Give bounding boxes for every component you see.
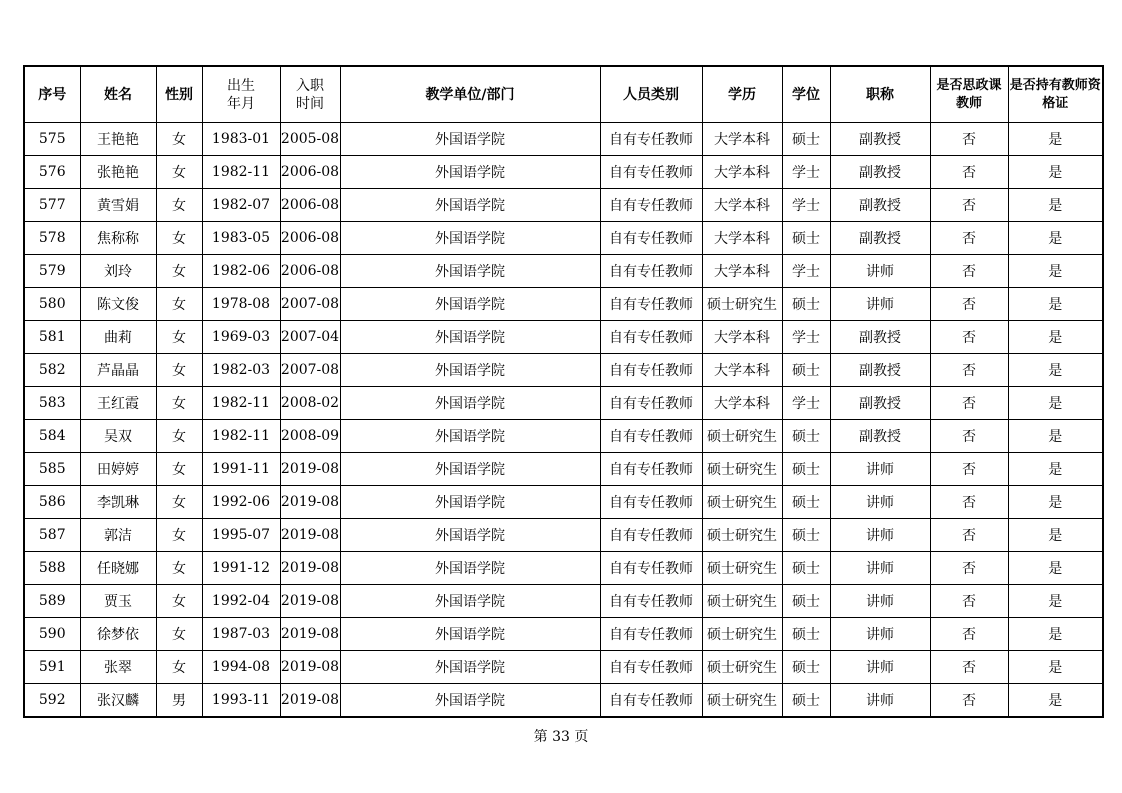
cell-certificate: 是 [1008, 354, 1103, 387]
cell-unit: 外国语学院 [340, 354, 600, 387]
cell-hire: 2008-02 [280, 387, 340, 420]
cell-ideology: 否 [930, 321, 1008, 354]
cell-education: 大学本科 [702, 222, 782, 255]
cell-hire: 2006-08 [280, 222, 340, 255]
cell-hire: 2019-08 [280, 519, 340, 552]
cell-name: 李凯琳 [80, 486, 156, 519]
header-unit: 教学单位/部门 [340, 66, 600, 123]
cell-category: 自有专任教师 [600, 618, 702, 651]
cell-name: 郭洁 [80, 519, 156, 552]
cell-education: 硕士研究生 [702, 486, 782, 519]
cell-hire: 2005-08 [280, 123, 340, 156]
staff-roster-table [23, 65, 1104, 718]
table-row [24, 354, 1103, 387]
cell-no: 580 [24, 288, 80, 321]
cell-certificate: 是 [1008, 189, 1103, 222]
cell-gender: 女 [156, 651, 202, 684]
cell-category: 自有专任教师 [600, 222, 702, 255]
cell-no: 586 [24, 486, 80, 519]
cell-education: 大学本科 [702, 255, 782, 288]
cell-birth: 1969-03 [202, 321, 280, 354]
table-row [24, 585, 1103, 618]
cell-ideology: 否 [930, 651, 1008, 684]
cell-no: 582 [24, 354, 80, 387]
cell-certificate: 是 [1008, 222, 1103, 255]
cell-hire: 2019-08 [280, 585, 340, 618]
cell-hire: 2019-08 [280, 486, 340, 519]
cell-degree: 硕士 [782, 519, 830, 552]
cell-hire: 2006-08 [280, 255, 340, 288]
cell-ideology: 否 [930, 519, 1008, 552]
cell-title: 讲师 [830, 684, 930, 718]
cell-unit: 外国语学院 [340, 420, 600, 453]
cell-degree: 硕士 [782, 486, 830, 519]
cell-no: 589 [24, 585, 80, 618]
cell-degree: 硕士 [782, 585, 830, 618]
cell-degree: 硕士 [782, 552, 830, 585]
cell-name: 贾玉 [80, 585, 156, 618]
cell-hire: 2006-08 [280, 189, 340, 222]
cell-education: 硕士研究生 [702, 519, 782, 552]
cell-birth: 1978-08 [202, 288, 280, 321]
cell-education: 硕士研究生 [702, 618, 782, 651]
cell-no: 591 [24, 651, 80, 684]
cell-education: 硕士研究生 [702, 453, 782, 486]
cell-birth: 1991-11 [202, 453, 280, 486]
cell-title: 副教授 [830, 321, 930, 354]
cell-category: 自有专任教师 [600, 156, 702, 189]
cell-birth: 1995-07 [202, 519, 280, 552]
cell-certificate: 是 [1008, 123, 1103, 156]
cell-no: 590 [24, 618, 80, 651]
cell-ideology: 否 [930, 354, 1008, 387]
cell-degree: 学士 [782, 387, 830, 420]
cell-hire: 2007-08 [280, 288, 340, 321]
header-education: 学历 [702, 66, 782, 123]
cell-category: 自有专任教师 [600, 354, 702, 387]
cell-ideology: 否 [930, 255, 1008, 288]
cell-title: 讲师 [830, 651, 930, 684]
cell-certificate: 是 [1008, 585, 1103, 618]
table-row [24, 453, 1103, 486]
cell-birth: 1992-06 [202, 486, 280, 519]
cell-title: 副教授 [830, 189, 930, 222]
cell-birth: 1982-07 [202, 189, 280, 222]
table-row [24, 618, 1103, 651]
cell-degree: 硕士 [782, 651, 830, 684]
cell-gender: 女 [156, 288, 202, 321]
table-row [24, 123, 1103, 156]
cell-gender: 女 [156, 222, 202, 255]
cell-certificate: 是 [1008, 684, 1103, 718]
cell-gender: 男 [156, 684, 202, 718]
cell-name: 陈文俊 [80, 288, 156, 321]
cell-certificate: 是 [1008, 651, 1103, 684]
cell-title: 副教授 [830, 123, 930, 156]
cell-name: 任晓娜 [80, 552, 156, 585]
cell-ideology: 否 [930, 684, 1008, 718]
cell-unit: 外国语学院 [340, 684, 600, 718]
cell-ideology: 否 [930, 618, 1008, 651]
cell-birth: 1982-03 [202, 354, 280, 387]
cell-unit: 外国语学院 [340, 222, 600, 255]
cell-degree: 硕士 [782, 288, 830, 321]
cell-education: 大学本科 [702, 123, 782, 156]
cell-gender: 女 [156, 486, 202, 519]
cell-no: 587 [24, 519, 80, 552]
cell-birth: 1992-04 [202, 585, 280, 618]
cell-unit: 外国语学院 [340, 387, 600, 420]
cell-category: 自有专任教师 [600, 651, 702, 684]
header-certificate: 是否持有教师资格证 [1008, 66, 1103, 123]
table-header-row [24, 66, 1103, 123]
cell-ideology: 否 [930, 288, 1008, 321]
cell-gender: 女 [156, 519, 202, 552]
cell-education: 大学本科 [702, 321, 782, 354]
cell-certificate: 是 [1008, 387, 1103, 420]
cell-unit: 外国语学院 [340, 486, 600, 519]
cell-no: 581 [24, 321, 80, 354]
cell-certificate: 是 [1008, 288, 1103, 321]
cell-title: 副教授 [830, 222, 930, 255]
cell-degree: 硕士 [782, 222, 830, 255]
cell-certificate: 是 [1008, 519, 1103, 552]
cell-gender: 女 [156, 123, 202, 156]
cell-title: 副教授 [830, 420, 930, 453]
header-birth: 出生年月 [202, 66, 280, 123]
cell-degree: 学士 [782, 156, 830, 189]
cell-certificate: 是 [1008, 552, 1103, 585]
cell-hire: 2019-08 [280, 618, 340, 651]
header-degree: 学位 [782, 66, 830, 123]
cell-certificate: 是 [1008, 321, 1103, 354]
header-hire: 入职时间 [280, 66, 340, 123]
header-title: 职称 [830, 66, 930, 123]
cell-gender: 女 [156, 420, 202, 453]
cell-ideology: 否 [930, 453, 1008, 486]
cell-category: 自有专任教师 [600, 288, 702, 321]
table-row [24, 519, 1103, 552]
cell-title: 副教授 [830, 156, 930, 189]
cell-unit: 外国语学院 [340, 321, 600, 354]
cell-no: 579 [24, 255, 80, 288]
cell-hire: 2007-08 [280, 354, 340, 387]
cell-no: 577 [24, 189, 80, 222]
table-row [24, 156, 1103, 189]
cell-name: 田婷婷 [80, 453, 156, 486]
cell-unit: 外国语学院 [340, 123, 600, 156]
header-gender: 性别 [156, 66, 202, 123]
table-row [24, 189, 1103, 222]
cell-category: 自有专任教师 [600, 453, 702, 486]
cell-title: 讲师 [830, 552, 930, 585]
cell-ideology: 否 [930, 420, 1008, 453]
cell-hire: 2007-04 [280, 321, 340, 354]
cell-gender: 女 [156, 321, 202, 354]
table-row [24, 387, 1103, 420]
header-name: 姓名 [80, 66, 156, 123]
cell-title: 讲师 [830, 453, 930, 486]
cell-unit: 外国语学院 [340, 189, 600, 222]
cell-education: 大学本科 [702, 354, 782, 387]
cell-unit: 外国语学院 [340, 156, 600, 189]
table-body [24, 123, 1103, 718]
cell-title: 讲师 [830, 486, 930, 519]
cell-unit: 外国语学院 [340, 585, 600, 618]
cell-education: 硕士研究生 [702, 552, 782, 585]
cell-hire: 2006-08 [280, 156, 340, 189]
cell-name: 芦晶晶 [80, 354, 156, 387]
header-no: 序号 [24, 66, 80, 123]
cell-hire: 2019-08 [280, 453, 340, 486]
cell-ideology: 否 [930, 486, 1008, 519]
table-row [24, 321, 1103, 354]
cell-hire: 2019-08 [280, 651, 340, 684]
cell-category: 自有专任教师 [600, 189, 702, 222]
cell-category: 自有专任教师 [600, 519, 702, 552]
cell-category: 自有专任教师 [600, 486, 702, 519]
cell-certificate: 是 [1008, 486, 1103, 519]
cell-ideology: 否 [930, 156, 1008, 189]
cell-title: 讲师 [830, 585, 930, 618]
cell-no: 584 [24, 420, 80, 453]
cell-category: 自有专任教师 [600, 552, 702, 585]
cell-category: 自有专任教师 [600, 255, 702, 288]
cell-unit: 外国语学院 [340, 651, 600, 684]
cell-ideology: 否 [930, 585, 1008, 618]
cell-certificate: 是 [1008, 453, 1103, 486]
cell-category: 自有专任教师 [600, 420, 702, 453]
cell-birth: 1982-11 [202, 387, 280, 420]
cell-no: 583 [24, 387, 80, 420]
cell-ideology: 否 [930, 222, 1008, 255]
cell-no: 592 [24, 684, 80, 718]
cell-name: 焦称称 [80, 222, 156, 255]
cell-gender: 女 [156, 387, 202, 420]
cell-certificate: 是 [1008, 420, 1103, 453]
header-category: 人员类别 [600, 66, 702, 123]
cell-education: 硕士研究生 [702, 288, 782, 321]
cell-certificate: 是 [1008, 618, 1103, 651]
cell-unit: 外国语学院 [340, 453, 600, 486]
cell-name: 吴双 [80, 420, 156, 453]
cell-degree: 学士 [782, 189, 830, 222]
cell-hire: 2019-08 [280, 552, 340, 585]
cell-gender: 女 [156, 255, 202, 288]
cell-no: 578 [24, 222, 80, 255]
cell-category: 自有专任教师 [600, 684, 702, 718]
cell-ideology: 否 [930, 387, 1008, 420]
cell-category: 自有专任教师 [600, 123, 702, 156]
cell-gender: 女 [156, 189, 202, 222]
cell-education: 大学本科 [702, 387, 782, 420]
header-ideology: 是否思政课教师 [930, 66, 1008, 123]
cell-name: 张汉麟 [80, 684, 156, 718]
cell-certificate: 是 [1008, 255, 1103, 288]
cell-degree: 硕士 [782, 684, 830, 718]
cell-ideology: 否 [930, 123, 1008, 156]
cell-degree: 学士 [782, 321, 830, 354]
cell-education: 大学本科 [702, 189, 782, 222]
cell-name: 张艳艳 [80, 156, 156, 189]
cell-title: 讲师 [830, 288, 930, 321]
cell-name: 曲莉 [80, 321, 156, 354]
cell-no: 575 [24, 123, 80, 156]
cell-birth: 1983-05 [202, 222, 280, 255]
cell-name: 王艳艳 [80, 123, 156, 156]
cell-gender: 女 [156, 585, 202, 618]
cell-gender: 女 [156, 453, 202, 486]
cell-birth: 1982-11 [202, 420, 280, 453]
table-row [24, 486, 1103, 519]
cell-ideology: 否 [930, 552, 1008, 585]
cell-unit: 外国语学院 [340, 255, 600, 288]
cell-degree: 学士 [782, 255, 830, 288]
table-row [24, 552, 1103, 585]
cell-birth: 1991-12 [202, 552, 280, 585]
cell-degree: 硕士 [782, 123, 830, 156]
cell-name: 张翠 [80, 651, 156, 684]
cell-education: 大学本科 [702, 156, 782, 189]
cell-hire: 2008-09 [280, 420, 340, 453]
cell-birth: 1993-11 [202, 684, 280, 718]
table-row [24, 255, 1103, 288]
cell-birth: 1982-11 [202, 156, 280, 189]
cell-education: 硕士研究生 [702, 684, 782, 718]
cell-no: 588 [24, 552, 80, 585]
cell-gender: 女 [156, 552, 202, 585]
cell-title: 讲师 [830, 618, 930, 651]
cell-gender: 女 [156, 156, 202, 189]
cell-unit: 外国语学院 [340, 519, 600, 552]
cell-unit: 外国语学院 [340, 552, 600, 585]
cell-category: 自有专任教师 [600, 387, 702, 420]
cell-certificate: 是 [1008, 156, 1103, 189]
cell-education: 硕士研究生 [702, 651, 782, 684]
cell-unit: 外国语学院 [340, 288, 600, 321]
table-row [24, 420, 1103, 453]
table-row [24, 222, 1103, 255]
cell-ideology: 否 [930, 189, 1008, 222]
cell-name: 刘玲 [80, 255, 156, 288]
cell-title: 讲师 [830, 519, 930, 552]
table-row [24, 651, 1103, 684]
cell-category: 自有专任教师 [600, 585, 702, 618]
cell-name: 徐梦依 [80, 618, 156, 651]
cell-gender: 女 [156, 354, 202, 387]
cell-no: 585 [24, 453, 80, 486]
table-row [24, 288, 1103, 321]
cell-birth: 1983-01 [202, 123, 280, 156]
cell-gender: 女 [156, 618, 202, 651]
cell-education: 硕士研究生 [702, 585, 782, 618]
cell-category: 自有专任教师 [600, 321, 702, 354]
cell-name: 黄雪娟 [80, 189, 156, 222]
cell-birth: 1987-03 [202, 618, 280, 651]
cell-birth: 1982-06 [202, 255, 280, 288]
table-row [24, 684, 1103, 718]
page-number: 第 33 页 [533, 729, 589, 745]
cell-birth: 1994-08 [202, 651, 280, 684]
cell-title: 副教授 [830, 387, 930, 420]
cell-degree: 硕士 [782, 354, 830, 387]
cell-unit: 外国语学院 [340, 618, 600, 651]
cell-title: 副教授 [830, 354, 930, 387]
cell-degree: 硕士 [782, 453, 830, 486]
cell-education: 硕士研究生 [702, 420, 782, 453]
cell-degree: 硕士 [782, 420, 830, 453]
cell-hire: 2019-08 [280, 684, 340, 718]
cell-degree: 硕士 [782, 618, 830, 651]
cell-title: 讲师 [830, 255, 930, 288]
cell-no: 576 [24, 156, 80, 189]
cell-name: 王红霞 [80, 387, 156, 420]
